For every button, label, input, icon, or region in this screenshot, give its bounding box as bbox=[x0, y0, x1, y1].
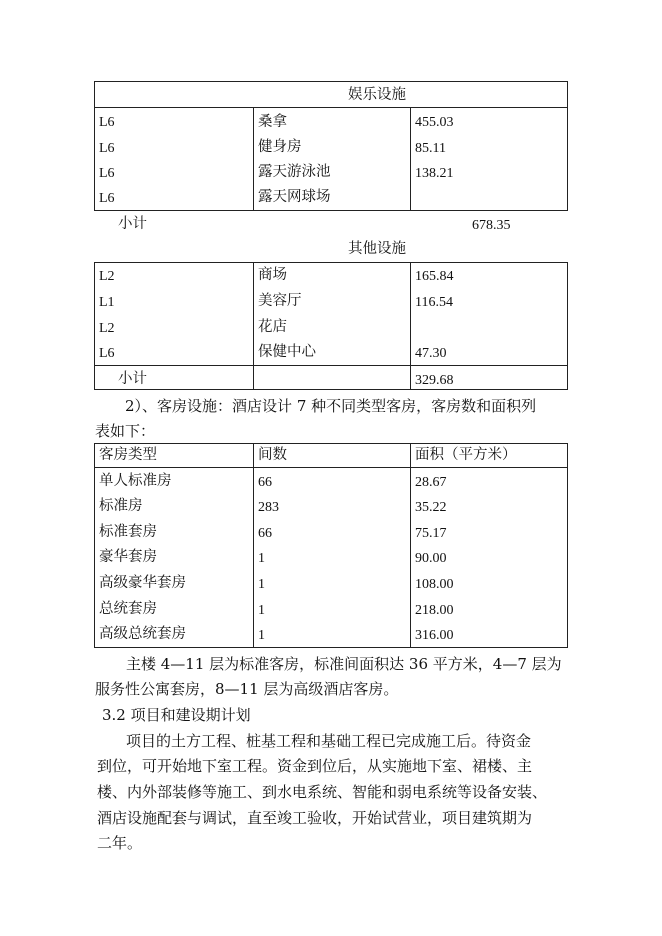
cell-room-type: 高级总统套房 bbox=[99, 626, 186, 642]
cell-area: 90.00 bbox=[415, 551, 447, 566]
cell-area: 116.54 bbox=[415, 295, 453, 310]
floors-note-line2: 服务性公寓套房，8—11 层为高级酒店客房。 bbox=[95, 680, 399, 698]
cell-area: 28.67 bbox=[415, 475, 447, 490]
cell-area: 218.00 bbox=[415, 603, 454, 618]
cell-count: 66 bbox=[258, 526, 272, 541]
section-title-other: 其他设施 bbox=[348, 241, 406, 257]
table-border bbox=[94, 107, 568, 108]
cell-area: 316.00 bbox=[415, 628, 454, 643]
table-border bbox=[567, 443, 568, 648]
subtotal-label: 小计 bbox=[118, 371, 147, 387]
table-border bbox=[94, 262, 95, 390]
cell-room-type: 豪华套房 bbox=[99, 549, 157, 565]
cell-floor: L6 bbox=[99, 346, 115, 361]
table-border bbox=[410, 443, 411, 648]
header-count: 间数 bbox=[258, 447, 287, 463]
cell-name: 保健中心 bbox=[258, 344, 316, 360]
cell-count: 1 bbox=[258, 551, 265, 566]
table-border bbox=[94, 443, 95, 648]
table-border bbox=[94, 389, 568, 390]
header-area: 面积（平方米） bbox=[415, 447, 517, 463]
cell-area: 47.30 bbox=[415, 346, 447, 361]
section-title-entertainment: 娱乐设施 bbox=[348, 87, 406, 103]
subtotal-value: 329.68 bbox=[415, 373, 454, 388]
section-line: 酒店设施配套与调试，直至竣工验收，开始试营业，项目建筑期为 bbox=[97, 809, 533, 827]
cell-name: 美容厅 bbox=[258, 293, 302, 309]
cell-count: 66 bbox=[258, 475, 272, 490]
cell-room-type: 单人标准房 bbox=[99, 473, 172, 489]
cell-name: 健身房 bbox=[258, 139, 302, 155]
cell-floor: L1 bbox=[99, 295, 115, 310]
cell-area: 165.84 bbox=[415, 269, 454, 284]
table-border bbox=[94, 81, 95, 210]
cell-name: 商场 bbox=[258, 267, 287, 283]
cell-count: 1 bbox=[258, 577, 265, 592]
cell-name: 露天网球场 bbox=[258, 189, 331, 205]
cell-room-type: 标准房 bbox=[99, 498, 143, 514]
section-line: 项目的土方工程、桩基工程和基础工程已完成施工后。待资金 bbox=[126, 732, 532, 750]
cell-count: 283 bbox=[258, 500, 279, 515]
cell-count: 1 bbox=[258, 603, 265, 618]
cell-count: 1 bbox=[258, 628, 265, 643]
table-border bbox=[94, 365, 568, 366]
table-border bbox=[253, 443, 254, 648]
table-border bbox=[94, 443, 568, 444]
cell-name: 花店 bbox=[258, 319, 287, 335]
table-border bbox=[253, 107, 254, 210]
table-border bbox=[567, 81, 568, 210]
cell-room-type: 高级豪华套房 bbox=[99, 575, 186, 591]
section-line: 楼、内外部装修等施工、到水电系统、智能和弱电系统等设备安装、 bbox=[97, 783, 548, 801]
table-border bbox=[94, 647, 568, 648]
cell-floor: L2 bbox=[99, 269, 115, 284]
cell-room-type: 总统套房 bbox=[99, 601, 157, 617]
table-border bbox=[94, 81, 568, 82]
section-line: 到位，可开始地下室工程。资金到位后，从实施地下室、裙楼、主 bbox=[97, 757, 533, 775]
cell-area: 85.11 bbox=[415, 141, 446, 156]
cell-name: 露天游泳池 bbox=[258, 164, 331, 180]
cell-area: 138.21 bbox=[415, 166, 454, 181]
header-room-type: 客房类型 bbox=[99, 447, 157, 463]
table-border bbox=[94, 210, 568, 211]
cell-area: 35.22 bbox=[415, 500, 447, 515]
cell-area: 75.17 bbox=[415, 526, 447, 541]
rooms-intro-line1: 2）、客房设施：酒店设计 7 种不同类型客房，客房数和面积列 bbox=[125, 397, 537, 415]
table-border bbox=[94, 467, 568, 468]
cell-floor: L6 bbox=[99, 141, 115, 156]
table-border bbox=[253, 262, 254, 390]
floors-note-line1: 主楼 4—11 层为标准客房，标准间面积达 36 平方米，4—7 层为 bbox=[126, 655, 562, 673]
subtotal-value: 678.35 bbox=[472, 218, 511, 233]
table-border bbox=[410, 107, 411, 210]
table-border bbox=[567, 262, 568, 390]
cell-area: 455.03 bbox=[415, 115, 454, 130]
section-heading: 3.2 项目和建设期计划 bbox=[102, 706, 251, 724]
rooms-intro-line2: 表如下： bbox=[95, 422, 156, 440]
cell-area: 108.00 bbox=[415, 577, 454, 592]
cell-floor: L6 bbox=[99, 166, 115, 181]
subtotal-label: 小计 bbox=[118, 216, 147, 232]
table-border bbox=[410, 262, 411, 390]
cell-name: 桑拿 bbox=[258, 114, 287, 130]
table-border bbox=[94, 262, 568, 263]
cell-floor: L6 bbox=[99, 191, 115, 206]
section-line: 二年。 bbox=[97, 834, 143, 852]
cell-floor: L2 bbox=[99, 321, 115, 336]
cell-floor: L6 bbox=[99, 115, 115, 130]
cell-room-type: 标准套房 bbox=[99, 524, 157, 540]
